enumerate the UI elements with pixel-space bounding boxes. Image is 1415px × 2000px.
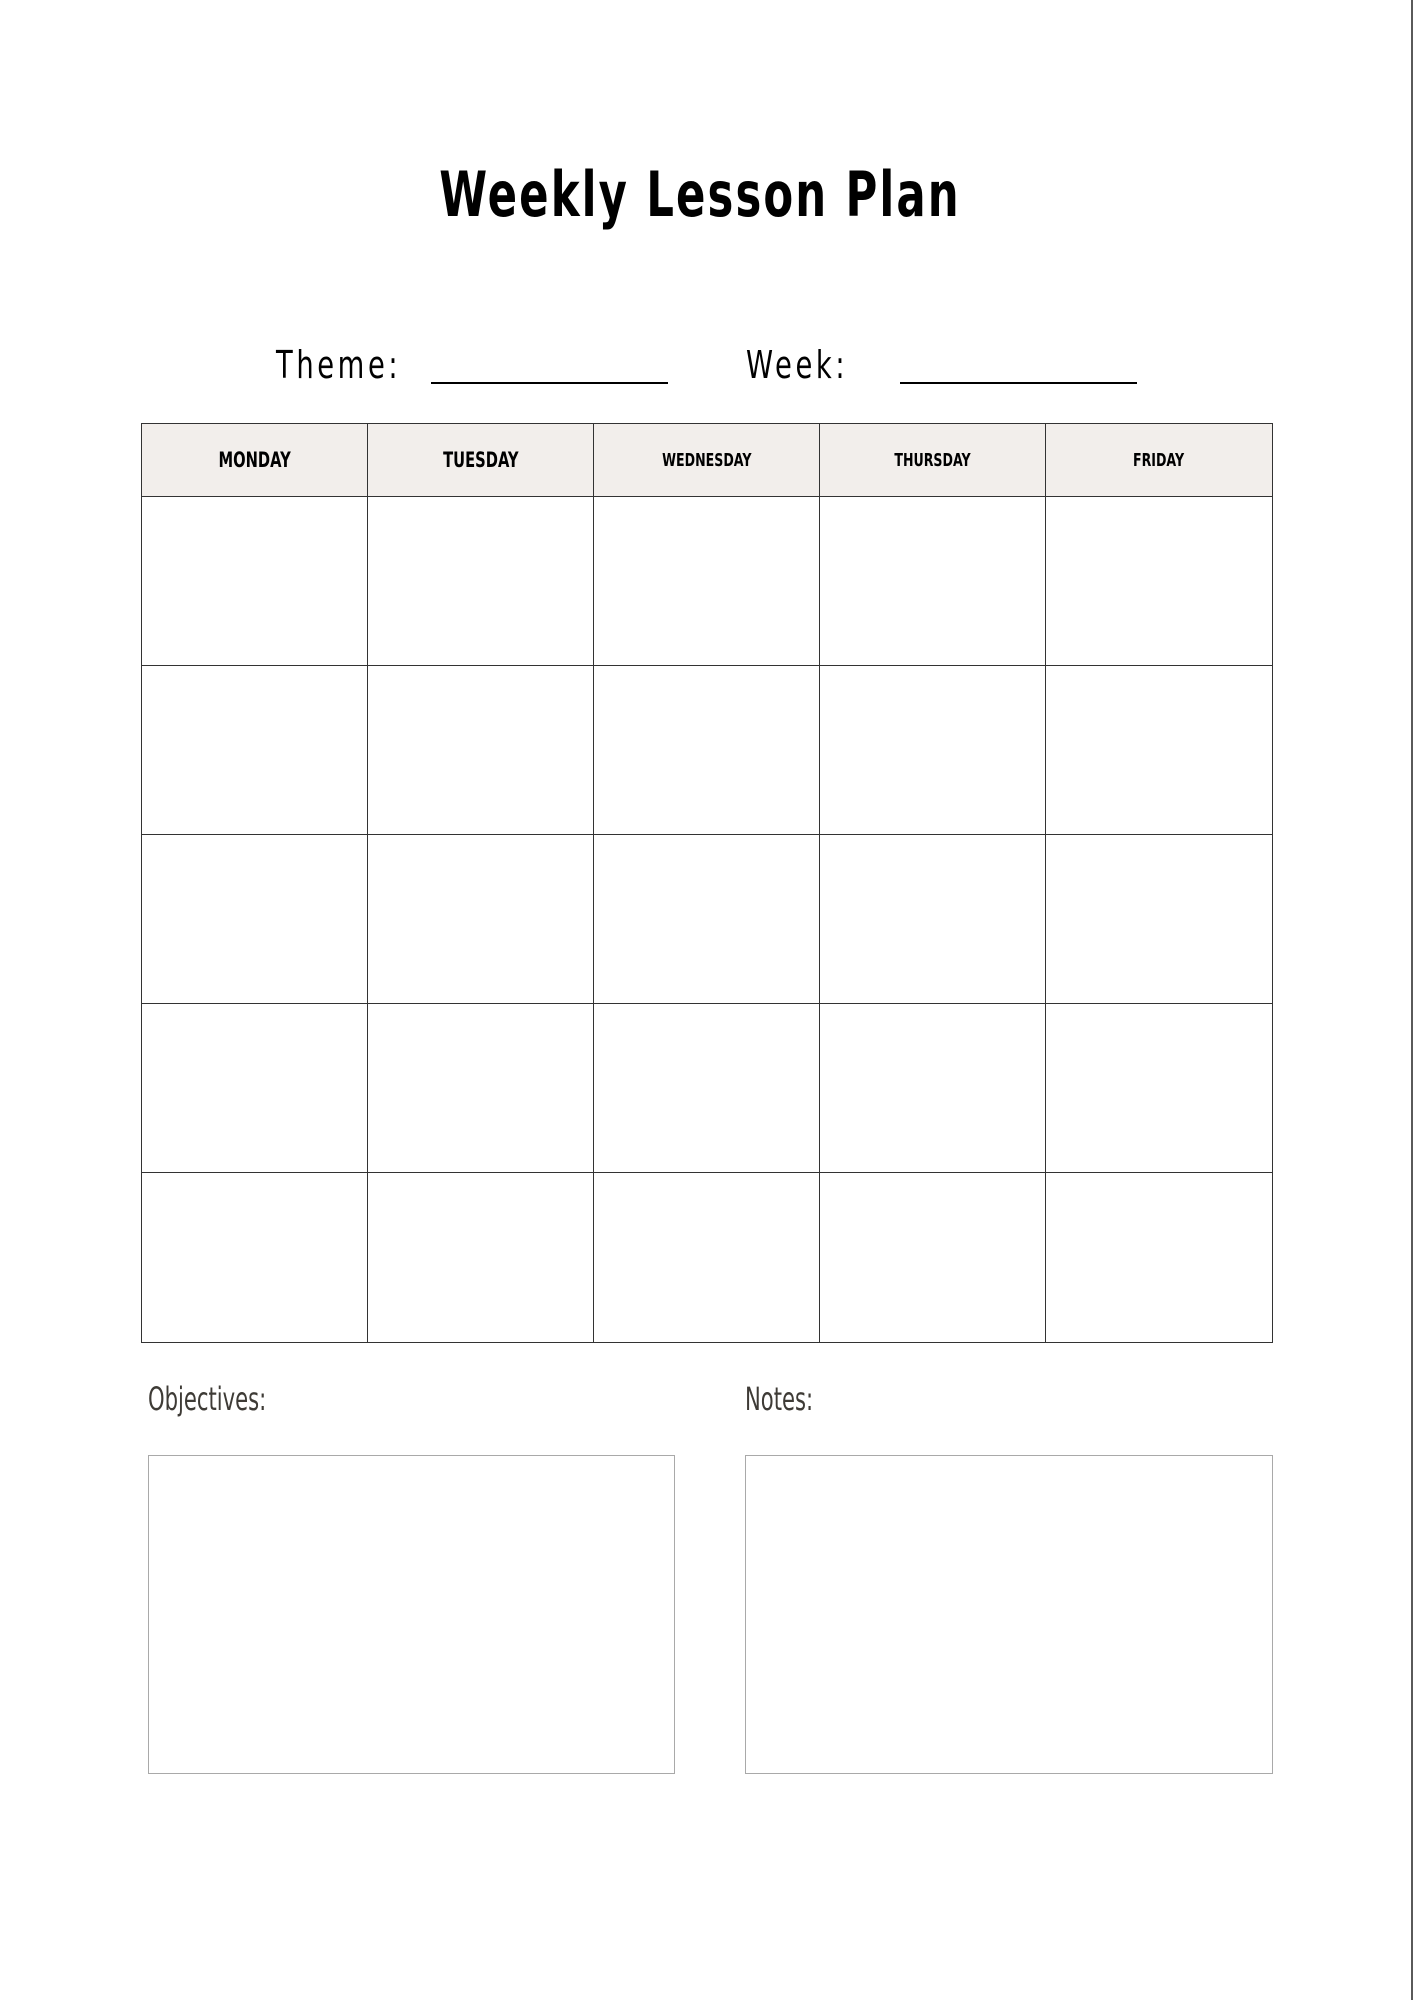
schedule-cell[interactable] xyxy=(1046,497,1272,666)
schedule-cell[interactable] xyxy=(142,1173,368,1342)
day-header-thursday xyxy=(820,424,1046,497)
objectives-label: Objectives: xyxy=(148,1380,267,1418)
schedule-cell[interactable] xyxy=(368,835,594,1004)
objectives-box[interactable] xyxy=(148,1455,675,1774)
schedule-cell[interactable] xyxy=(142,835,368,1004)
schedule-cell[interactable] xyxy=(1046,1173,1272,1342)
day-header-label: MONDAY xyxy=(218,448,291,472)
day-header-label: TUESDAY xyxy=(442,448,519,472)
page-title: Weekly Lesson Plan xyxy=(439,158,961,231)
schedule-cell[interactable] xyxy=(594,1004,820,1173)
schedule-cell[interactable] xyxy=(368,1173,594,1342)
schedule-cell[interactable] xyxy=(820,497,1046,666)
schedule-cell[interactable] xyxy=(820,1004,1046,1173)
week-label: Week: xyxy=(746,343,849,387)
schedule-cell[interactable] xyxy=(594,666,820,835)
schedule-cell[interactable] xyxy=(368,497,594,666)
schedule-cell[interactable] xyxy=(820,835,1046,1004)
schedule-cell[interactable] xyxy=(142,1004,368,1173)
page-edge-line xyxy=(1411,0,1413,2000)
theme-field[interactable] xyxy=(431,382,668,384)
day-header-monday xyxy=(142,424,368,497)
day-header-wednesday xyxy=(594,424,820,497)
day-header-friday xyxy=(1046,424,1272,497)
notes-box[interactable] xyxy=(745,1455,1273,1774)
schedule-cell[interactable] xyxy=(594,835,820,1004)
day-header-label: WEDNESDAY xyxy=(661,449,752,471)
day-header-tuesday xyxy=(368,424,594,497)
weekly-schedule-grid xyxy=(141,423,1273,1343)
schedule-cell[interactable] xyxy=(820,1173,1046,1342)
day-header-label: FRIDAY xyxy=(1133,449,1185,471)
schedule-cell[interactable] xyxy=(142,666,368,835)
theme-label: Theme: xyxy=(276,343,402,387)
schedule-cell[interactable] xyxy=(1046,1004,1272,1173)
schedule-cell[interactable] xyxy=(368,1004,594,1173)
schedule-cell[interactable] xyxy=(368,666,594,835)
notes-label: Notes: xyxy=(745,1380,814,1418)
schedule-cell[interactable] xyxy=(820,666,1046,835)
schedule-cell[interactable] xyxy=(594,1173,820,1342)
schedule-cell[interactable] xyxy=(594,497,820,666)
schedule-cell[interactable] xyxy=(1046,666,1272,835)
schedule-cell[interactable] xyxy=(1046,835,1272,1004)
week-field[interactable] xyxy=(900,382,1137,384)
schedule-cell[interactable] xyxy=(142,497,368,666)
day-header-label: THURSDAY xyxy=(894,449,971,471)
